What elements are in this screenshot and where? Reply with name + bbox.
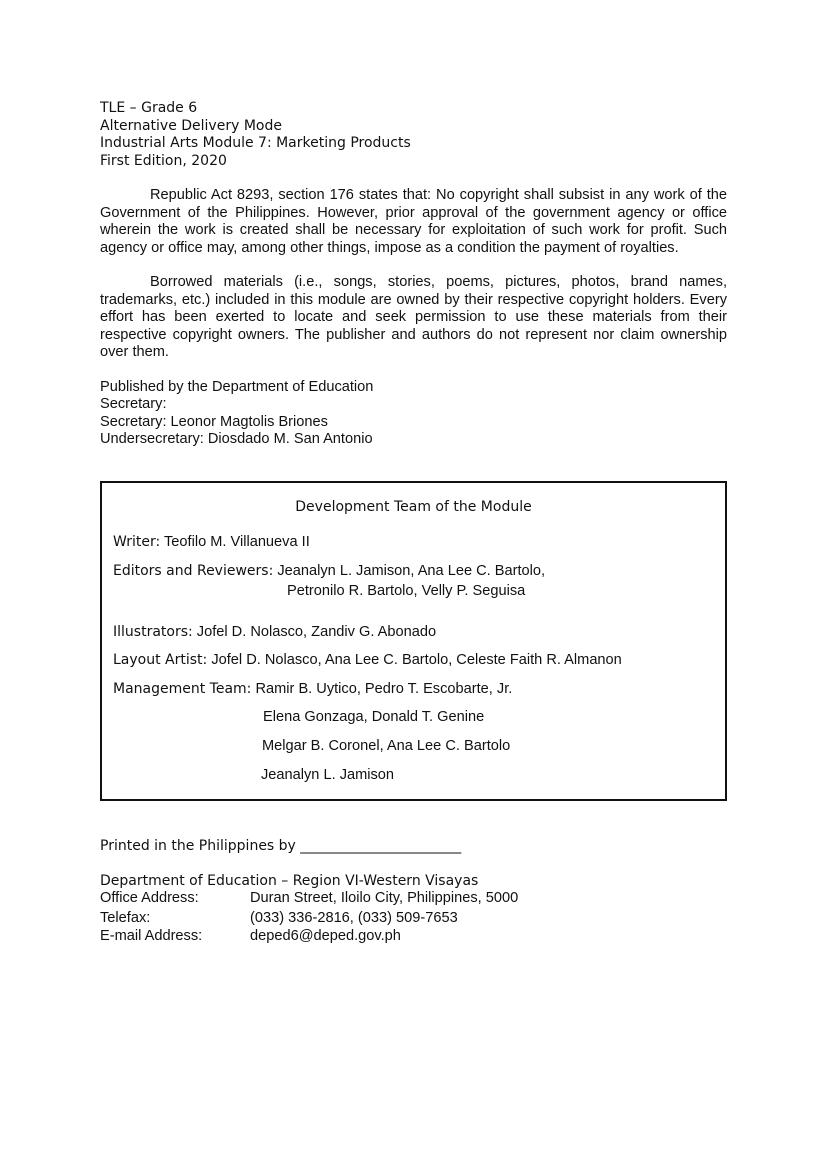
management-row-4 — [261, 767, 394, 785]
management-label: Management Team: — [113, 681, 252, 697]
office-address-label: Office Address: — [100, 890, 199, 906]
management-row-2 — [263, 709, 484, 727]
header-line-grade: TLE – Grade 6 — [100, 100, 198, 116]
header-line-edition: First Edition, 2020 — [100, 152, 227, 169]
management-row-3 — [262, 738, 510, 756]
undersecretary: Undersecretary: Diosdado M. San Antonio — [100, 431, 373, 447]
copyright-page — [100, 100, 727, 449]
secretary: Secretary: Leonor Magtolis Briones — [100, 413, 328, 430]
email-address: deped6@deped.gov.ph — [250, 928, 401, 944]
telefax-label: Telefax: — [100, 910, 151, 926]
telefax-numbers: (033) 336-2816, (033) 509-7653 — [250, 910, 458, 926]
header-line-module: Industrial Arts Module 7: Marketing Products — [100, 135, 411, 151]
writer-row — [113, 534, 310, 552]
telefax-row — [100, 910, 727, 928]
layout-artist-label: Layout Artist: — [113, 652, 208, 668]
editors-names-1: Jeanalyn L. Jamison, Ana Lee C. Bartolo, — [277, 563, 546, 579]
development-team-box — [100, 481, 727, 801]
layout-artist-row — [113, 652, 622, 670]
secretary-blank: Secretary: — [100, 396, 167, 412]
writer-name: Teofilo M. Villanueva II — [164, 534, 310, 550]
email-label: E-mail Address: — [100, 928, 203, 944]
office-address-row — [100, 890, 727, 908]
illustrators-names: Jofel D. Nolasco, Zandiv G. Abonado — [196, 624, 437, 640]
published-by: Published by the Department of Education — [100, 378, 374, 395]
printed-by: Printed in the Philippines by _______________________ — [100, 838, 462, 854]
management-names-1: Ramir B. Uytico, Pedro T. Escobarte, Jr. — [255, 681, 513, 697]
header-line-mode: Alternative Delivery Mode — [100, 117, 282, 134]
team-title: Development Team of the Module — [295, 499, 532, 515]
editors-row-2 — [287, 583, 525, 601]
copyright-paragraph-2: Borrowed materials (i.e., songs, stories, poems, pictures, photos, brand names, trademarks, etc.) included in this module are owned by their respective copyright holders. Every effort has been exerted to locate and seek permission to use these materials from their respective copyright owners. The publisher and authors do not represent nor claim ownership over them. — [100, 274, 727, 360]
office-address: Duran Street, Iloilo City, Philippines, 5000 — [250, 890, 519, 906]
department-region: Department of Education – Region VI-Western Visayas — [100, 872, 479, 889]
illustrators-row — [113, 624, 436, 642]
editors-row — [113, 563, 545, 581]
management-names-4: Jeanalyn L. Jamison — [261, 767, 395, 783]
management-row — [113, 681, 512, 699]
writer-label: Writer: — [113, 534, 161, 550]
print-info — [100, 838, 727, 946]
editors-label: Editors and Reviewers: — [113, 563, 274, 579]
illustrators-label: Illustrators: — [113, 624, 193, 640]
management-names-3: Melgar B. Coronel, Ana Lee C. Bartolo — [262, 738, 511, 754]
layout-artist-names: Jofel D. Nolasco, Ana Lee C. Bartolo, Celeste Faith R. Almanon — [211, 652, 622, 668]
email-row — [100, 928, 727, 946]
editors-names-2: Petronilo R. Bartolo, Velly P. Seguisa — [287, 583, 526, 599]
copyright-paragraph-1: Republic Act 8293, section 176 states that: No copyright shall subsist in any work of the Government of the Philippines. However, prior approval of the government agency or office wherein the work is created shall be necessary for exploitation of such work for profit. Such agency or office may, among other things, impose as a condition the payment of royalties. — [100, 187, 727, 256]
management-names-2: Elena Gonzaga, Donald T. Genine — [263, 709, 485, 725]
